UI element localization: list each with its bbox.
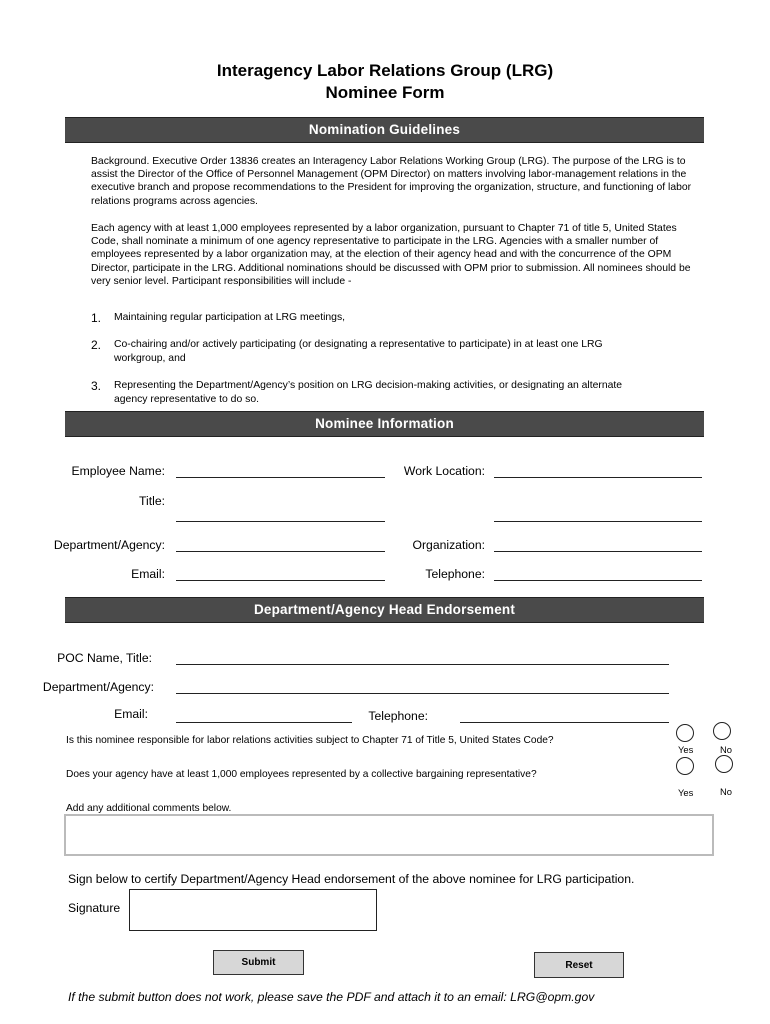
work-location-field-line2[interactable] xyxy=(494,521,702,522)
poc-name-field[interactable] xyxy=(176,664,669,665)
q1-no-radio[interactable] xyxy=(713,722,731,740)
department-agency-label: Department/Agency: xyxy=(53,538,165,552)
q1-yes-label: Yes xyxy=(678,744,694,755)
comments-textarea[interactable] xyxy=(64,814,714,856)
section-bar-nominee: Nominee Information xyxy=(65,411,704,437)
list-item: Co-chairing and/or actively participating (or designating a representative to participate) in at least one LRG workgroup, and xyxy=(114,339,603,364)
q1-no-label: No xyxy=(720,744,732,755)
form-subtitle: Nominee Form xyxy=(325,83,445,102)
question-1000-employees: Does your agency have at least 1,000 employees represented by a collective bargaining representative? xyxy=(66,769,537,780)
department-agency-field[interactable] xyxy=(176,551,385,552)
question-chapter71: Is this nominee responsible for labor relations activities subject to Chapter 71 of Title 5, United States Code? xyxy=(66,735,554,746)
email-label: Email: xyxy=(131,567,165,581)
endorsement-telephone-field[interactable] xyxy=(460,722,669,723)
q2-no-label: No xyxy=(720,786,732,797)
list-item: Representing the Department/Agency’s position on LRG decision-making activities, or designating an alternate agency representative to do so. xyxy=(114,380,623,405)
requirements-paragraph: Each agency with at least 1,000 employees represented by a labor organization, pursuant to Chapter 71 of title 5, United States Code, shall nominate a minimum of one agency representative to participate in the LRG. Agencies with a smaller number of employees represented by a labor organization may, at the election of their agency head and with the concurrence of the OPM Director, participate in the LRG. Additional nominations should be discussed with OPM prior to submission. All nominees should be very senior level. Participant responsibilities will include - xyxy=(91,223,691,287)
endorsement-email-field[interactable] xyxy=(176,722,352,723)
telephone-label: Telephone: xyxy=(425,567,485,581)
telephone-field[interactable] xyxy=(494,580,702,581)
title-label: Title: xyxy=(139,494,165,508)
q1-yes-radio[interactable] xyxy=(676,724,694,742)
section-bar-guidelines: Nomination Guidelines xyxy=(65,117,704,143)
q2-no-radio[interactable] xyxy=(715,755,733,773)
list-number: 1. xyxy=(91,311,102,325)
endorsement-department-label: Department/Agency: xyxy=(42,680,154,694)
background-paragraph: Background. Executive Order 13836 creates an Interagency Labor Relations Working Group (LRG). The purpose of the LRG is to assist the Director of the Office of Personnel Management (OPM Director) on matters involving labor-management relations in the executive branch and propose recommendations to the President for improving the organization, structure, and functioning of labor relations programs across agencies. xyxy=(91,156,692,207)
q2-yes-radio[interactable] xyxy=(676,757,694,775)
employee-name-field[interactable] xyxy=(176,477,385,478)
q2-yes-label: Yes xyxy=(678,787,694,798)
submit-button[interactable]: Submit xyxy=(213,950,304,975)
comments-label: Add any additional comments below. xyxy=(66,803,232,814)
employee-name-label: Employee Name: xyxy=(71,464,165,478)
organization-field[interactable] xyxy=(494,551,702,552)
list-number: 3. xyxy=(91,379,102,393)
email-field[interactable] xyxy=(176,580,385,581)
list-number: 2. xyxy=(91,338,102,352)
endorsement-telephone-label: Telephone: xyxy=(368,709,428,723)
signature-label: Signature xyxy=(68,901,121,915)
reset-button[interactable]: Reset xyxy=(534,952,624,978)
list-item: Maintaining regular participation at LRG meetings, xyxy=(114,312,346,323)
title-field[interactable] xyxy=(176,521,385,522)
section-bar-endorsement: Department/Agency Head Endorsement xyxy=(65,597,704,623)
work-location-label: Work Location: xyxy=(403,464,485,478)
signature-field[interactable] xyxy=(129,889,377,931)
work-location-field[interactable] xyxy=(494,477,702,478)
endorsement-email-label: Email: xyxy=(114,707,148,721)
form-title: Interagency Labor Relations Group (LRG) xyxy=(216,61,554,80)
footer-note: If the submit button does not work, please save the PDF and attach it to an email: LRG@opm.gov xyxy=(68,990,595,1004)
endorsement-department-field[interactable] xyxy=(176,693,669,694)
certify-text: Sign below to certify Department/Agency Head endorsement of the above nominee for LRG participation. xyxy=(68,872,635,886)
poc-name-label: POC Name, Title: xyxy=(57,651,152,665)
organization-label: Organization: xyxy=(412,538,485,552)
